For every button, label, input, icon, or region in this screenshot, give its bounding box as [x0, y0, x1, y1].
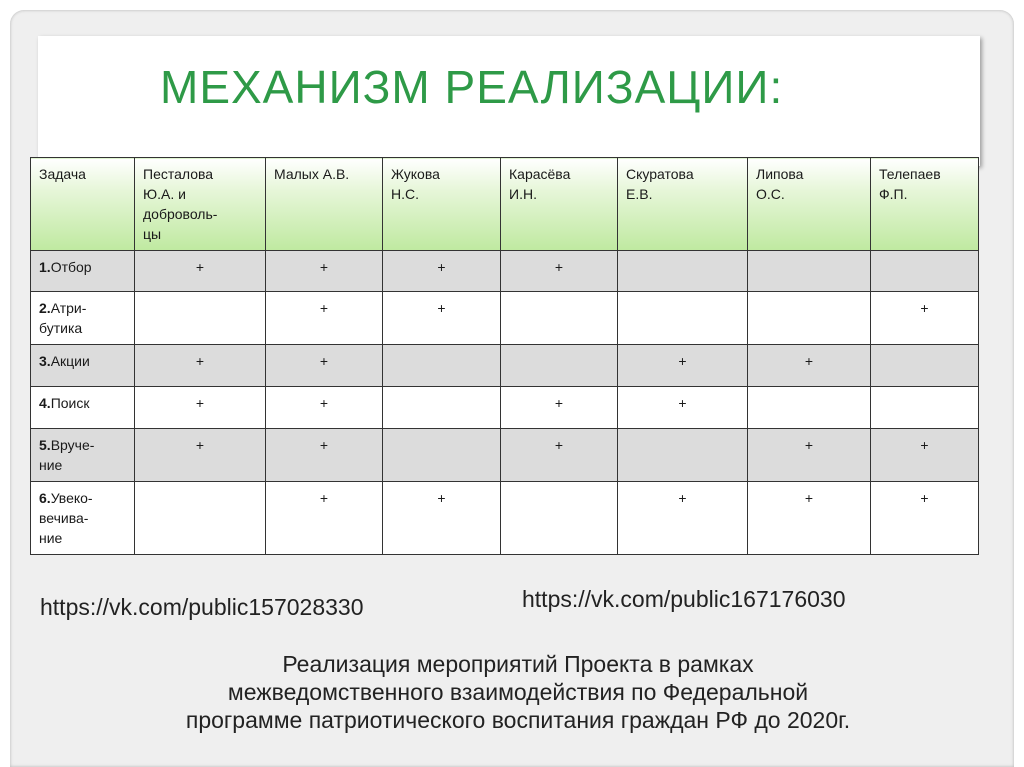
header-line: Е.В.	[626, 186, 653, 202]
header-person	[135, 158, 266, 251]
mark-cell: +	[266, 345, 383, 387]
task-line	[39, 393, 126, 413]
task-cell	[31, 429, 135, 482]
task-line	[39, 528, 126, 548]
table-row	[31, 429, 979, 482]
header-line: Липова	[756, 166, 804, 182]
table-row	[31, 482, 979, 555]
task-line	[39, 318, 126, 338]
header-person	[748, 158, 871, 251]
header-person	[383, 158, 501, 251]
mark-cell	[618, 429, 748, 482]
task-text: Поиск	[50, 395, 90, 411]
mark-cell: +	[266, 251, 383, 292]
table-row	[31, 292, 979, 345]
task-number: 2.	[39, 300, 51, 316]
task-line	[39, 508, 126, 528]
caption	[60, 650, 976, 734]
mark-cell: +	[618, 482, 748, 555]
mark-cell: +	[501, 387, 618, 429]
task-text: бутика	[39, 320, 83, 336]
task-cell	[31, 251, 135, 292]
task-line	[39, 488, 126, 508]
header-line: О.С.	[756, 186, 785, 202]
task-cell	[31, 482, 135, 555]
mark-cell	[501, 482, 618, 555]
task-cell	[31, 387, 135, 429]
table-row	[31, 387, 979, 429]
header-person	[501, 158, 618, 251]
mark-cell	[748, 292, 871, 345]
task-text: Отбор	[50, 259, 92, 275]
task-line	[39, 351, 126, 371]
mark-cell	[501, 292, 618, 345]
header-line: доброволь-	[143, 206, 218, 222]
mark-cell	[383, 387, 501, 429]
header-person	[266, 158, 383, 251]
mark-cell: +	[135, 429, 266, 482]
task-line	[39, 298, 126, 318]
task-number: 3.	[39, 353, 51, 369]
header-line: Карасёва	[509, 166, 571, 182]
header-line: Телепаев	[879, 166, 941, 182]
header-task	[31, 158, 135, 251]
header-line: Ф.П.	[879, 186, 908, 202]
header-line: цы	[143, 226, 162, 242]
mark-cell: +	[618, 387, 748, 429]
mark-cell	[618, 292, 748, 345]
task-number: 1.	[39, 259, 51, 275]
header-line: Малых А.В.	[274, 166, 350, 182]
header-line: И.Н.	[509, 186, 537, 202]
task-text: ние	[39, 530, 63, 546]
mark-cell: +	[501, 251, 618, 292]
mark-cell: +	[748, 482, 871, 555]
task-line	[39, 257, 126, 277]
mark-cell	[748, 251, 871, 292]
mark-cell: +	[266, 429, 383, 482]
caption-line: межведомственного взаимодействия по Федеральной	[227, 679, 809, 705]
mark-cell: +	[383, 482, 501, 555]
mark-cell: +	[383, 292, 501, 345]
mark-cell: +	[266, 387, 383, 429]
header-line: Задача	[39, 166, 86, 182]
vk-link-right[interactable]: https://vk.com/public167176030	[522, 586, 846, 612]
table-header-row	[31, 158, 979, 251]
slide-title: МЕХАНИЗМ РЕАЛИЗАЦИИ:	[160, 61, 784, 113]
header-line: Песталова	[143, 166, 214, 182]
header-person	[618, 158, 748, 251]
header-line: Н.С.	[391, 186, 419, 202]
task-text: вечива-	[39, 510, 89, 526]
mark-cell: +	[266, 292, 383, 345]
table-row	[31, 345, 979, 387]
header-line: Ю.А. и	[143, 186, 186, 202]
task-text: Атри-	[50, 300, 87, 316]
task-number: 6.	[39, 490, 51, 506]
mark-cell: +	[748, 429, 871, 482]
task-text: Вруче-	[50, 437, 95, 453]
caption-line: программе патриотического воспитания граждан РФ до 2020г.	[185, 707, 851, 733]
mark-cell: +	[871, 292, 979, 345]
header-line: Скуратова	[626, 166, 694, 182]
mark-cell	[748, 387, 871, 429]
mark-cell: +	[383, 251, 501, 292]
mark-cell	[871, 251, 979, 292]
mark-cell: +	[135, 387, 266, 429]
mark-cell	[383, 345, 501, 387]
mark-cell	[501, 345, 618, 387]
mark-cell: +	[266, 482, 383, 555]
mark-cell: +	[871, 482, 979, 555]
task-line	[39, 455, 126, 475]
task-cell	[31, 292, 135, 345]
mark-cell	[135, 292, 266, 345]
task-number: 5.	[39, 437, 51, 453]
header-line: Жукова	[391, 166, 440, 182]
mark-cell: +	[135, 251, 266, 292]
mark-cell: +	[748, 345, 871, 387]
mark-cell	[618, 251, 748, 292]
table-row	[31, 251, 979, 292]
header-person	[871, 158, 979, 251]
task-number: 4.	[39, 395, 51, 411]
mark-cell: +	[871, 429, 979, 482]
vk-link-left[interactable]: https://vk.com/public157028330	[40, 594, 364, 620]
task-text: Акции	[50, 353, 90, 369]
task-text: ние	[39, 457, 63, 473]
task-line	[39, 435, 126, 455]
mark-cell	[871, 345, 979, 387]
mark-cell: +	[135, 345, 266, 387]
task-cell	[31, 345, 135, 387]
task-text: Увеко-	[50, 490, 93, 506]
mark-cell	[135, 482, 266, 555]
mark-cell	[383, 429, 501, 482]
mark-cell: +	[501, 429, 618, 482]
mark-cell	[871, 387, 979, 429]
mark-cell: +	[618, 345, 748, 387]
responsibility-table	[30, 157, 979, 555]
caption-line: Реализация мероприятий Проекта в рамках	[282, 651, 754, 677]
